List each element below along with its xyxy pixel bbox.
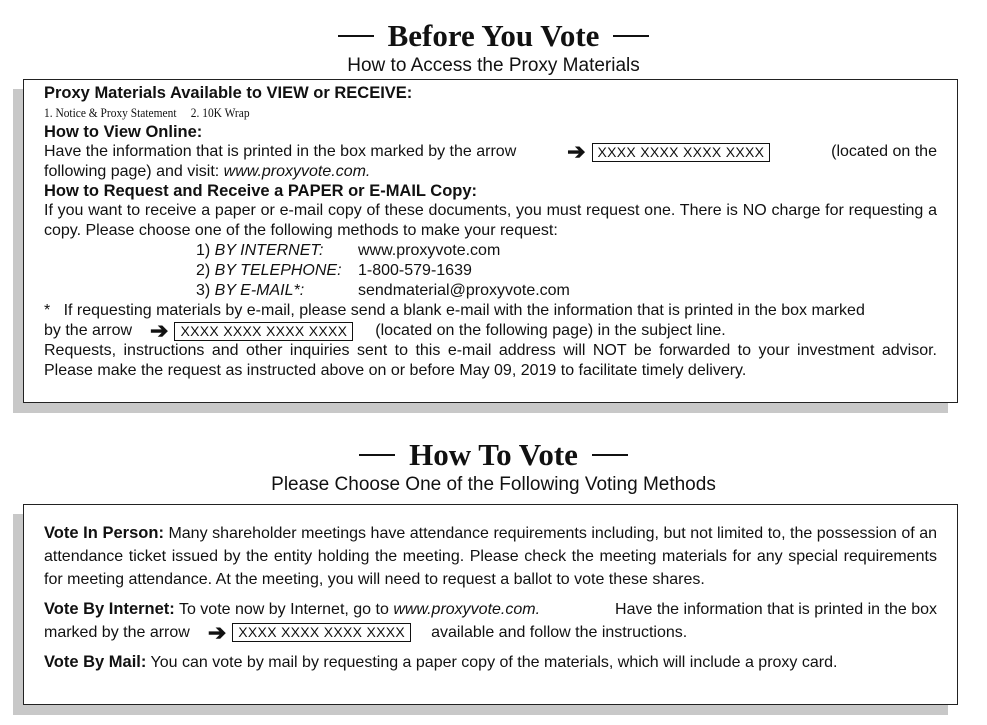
how-to-vote-title-row xyxy=(359,437,628,473)
view-text-line2: following page) and visit: xyxy=(44,163,224,180)
view-online-line xyxy=(44,139,937,164)
vote-in-person xyxy=(44,522,937,591)
vote-by-mail xyxy=(44,651,937,674)
how-to-vote-title: How To Vote xyxy=(409,437,578,472)
requests-note: Requests, instructions and other inquiries sent to this e-mail address will NOT be forwarded to your investment advisor. Please make the request as instructed above on or before May 09, 2019 to facilitate timely delivery. xyxy=(44,342,937,379)
email-note-post: (located on the following page) in the subject line. xyxy=(375,322,726,339)
vote-in-person-label: Vote In Person: xyxy=(44,524,164,542)
method-number: 2) xyxy=(196,262,215,279)
before-vote-title-row xyxy=(338,18,650,54)
voting-methods-panel xyxy=(23,504,958,705)
method-label: BY TELEPHONE: xyxy=(214,262,342,279)
vote-mail-text: You can vote by mail by requesting a paper copy of the materials, which will include a proxy card. xyxy=(146,654,838,671)
view-text-post: (located on the xyxy=(831,143,937,160)
method-telephone xyxy=(196,261,937,281)
vote-internet-text: To vote now by Internet, go to xyxy=(174,601,394,618)
request-methods xyxy=(196,241,937,301)
method-number: 3) xyxy=(196,282,215,299)
control-code-box: XXXX XXXX XXXX XXXX xyxy=(232,623,411,642)
method-value[interactable]: www.proxyvote.com xyxy=(358,242,501,259)
vote-mail-label: Vote By Mail: xyxy=(44,653,147,671)
title-rule-right xyxy=(613,35,649,37)
view-online-heading: How to View Online: xyxy=(44,123,203,141)
materials-heading: Proxy Materials Available to VIEW or RECEIVE: xyxy=(44,84,413,102)
view-text-pre: Have the information that is printed in the box marked by the arrow xyxy=(44,143,517,160)
view-arrow-box xyxy=(561,139,770,164)
before-vote-title: Before You Vote xyxy=(387,18,600,53)
email-note-pre: by the arrow xyxy=(44,322,133,339)
title-rule-right xyxy=(592,454,628,456)
before-vote-header xyxy=(0,18,987,77)
view-online-line2 xyxy=(44,162,937,182)
method-internet xyxy=(196,241,937,261)
vote-internet-url[interactable]: www.proxyvote.com. xyxy=(393,601,541,618)
request-text: If you want to receive a paper or e-mail copy of these documents, you must request one. There is NO charge for requesting a copy. Please choose one of the following methods to make your request: xyxy=(44,202,937,239)
before-vote-subtitle: How to Access the Proxy Materials xyxy=(347,55,640,76)
title-rule-left xyxy=(359,454,395,456)
view-url[interactable]: www.proxyvote.com. xyxy=(223,163,371,180)
vote-internet-line2-post: available and follow the instructions. xyxy=(431,624,688,641)
method-email xyxy=(196,281,937,301)
how-to-vote-subtitle: Please Choose One of the Following Voting Methods xyxy=(271,474,716,495)
method-number: 1) xyxy=(196,242,215,259)
proxy-materials-panel xyxy=(23,79,958,403)
control-code-box: XXXX XXXX XXXX XXXX xyxy=(174,322,353,341)
method-label: BY INTERNET: xyxy=(214,242,324,259)
vote-by-internet xyxy=(44,598,937,644)
how-to-vote-header xyxy=(0,437,987,496)
right-arrow-icon: ➔ xyxy=(207,619,227,645)
right-arrow-icon: ➔ xyxy=(567,139,586,164)
right-arrow-icon: ➔ xyxy=(150,318,169,343)
vote-in-person-text: Many shareholder meetings have attendance requirements including, but not limited to, the possession of an attendance ticket issued by the entity holding the meeting. Please check the meeting materials for any special requirements for meeting attendance. At the meeting, you will need to request a ballot to vote these shares. xyxy=(44,525,938,588)
vote-internet-label: Vote By Internet: xyxy=(44,600,175,618)
vote-internet-line2-pre: marked by the arrow xyxy=(44,624,190,641)
materials-list: 1. Notice & Proxy Statement 2. 10K Wrap xyxy=(44,105,250,120)
email-note-line1: * If requesting materials by e-mail, please send a blank e-mail with the information that is printed in the box marked xyxy=(44,302,865,319)
vote-internet-text-mid: Have the information that is printed in the box xyxy=(606,601,937,618)
method-value[interactable]: sendmaterial@proxyvote.com xyxy=(358,282,570,299)
method-label: BY E-MAIL*: xyxy=(214,282,305,299)
request-heading: How to Request and Receive a PAPER or E-MAIL Copy: xyxy=(44,182,478,200)
email-note-line2 xyxy=(44,318,937,343)
title-rule-left xyxy=(338,35,374,37)
method-value[interactable]: 1-800-579-1639 xyxy=(358,262,472,279)
control-code-box: XXXX XXXX XXXX XXXX xyxy=(592,143,771,162)
